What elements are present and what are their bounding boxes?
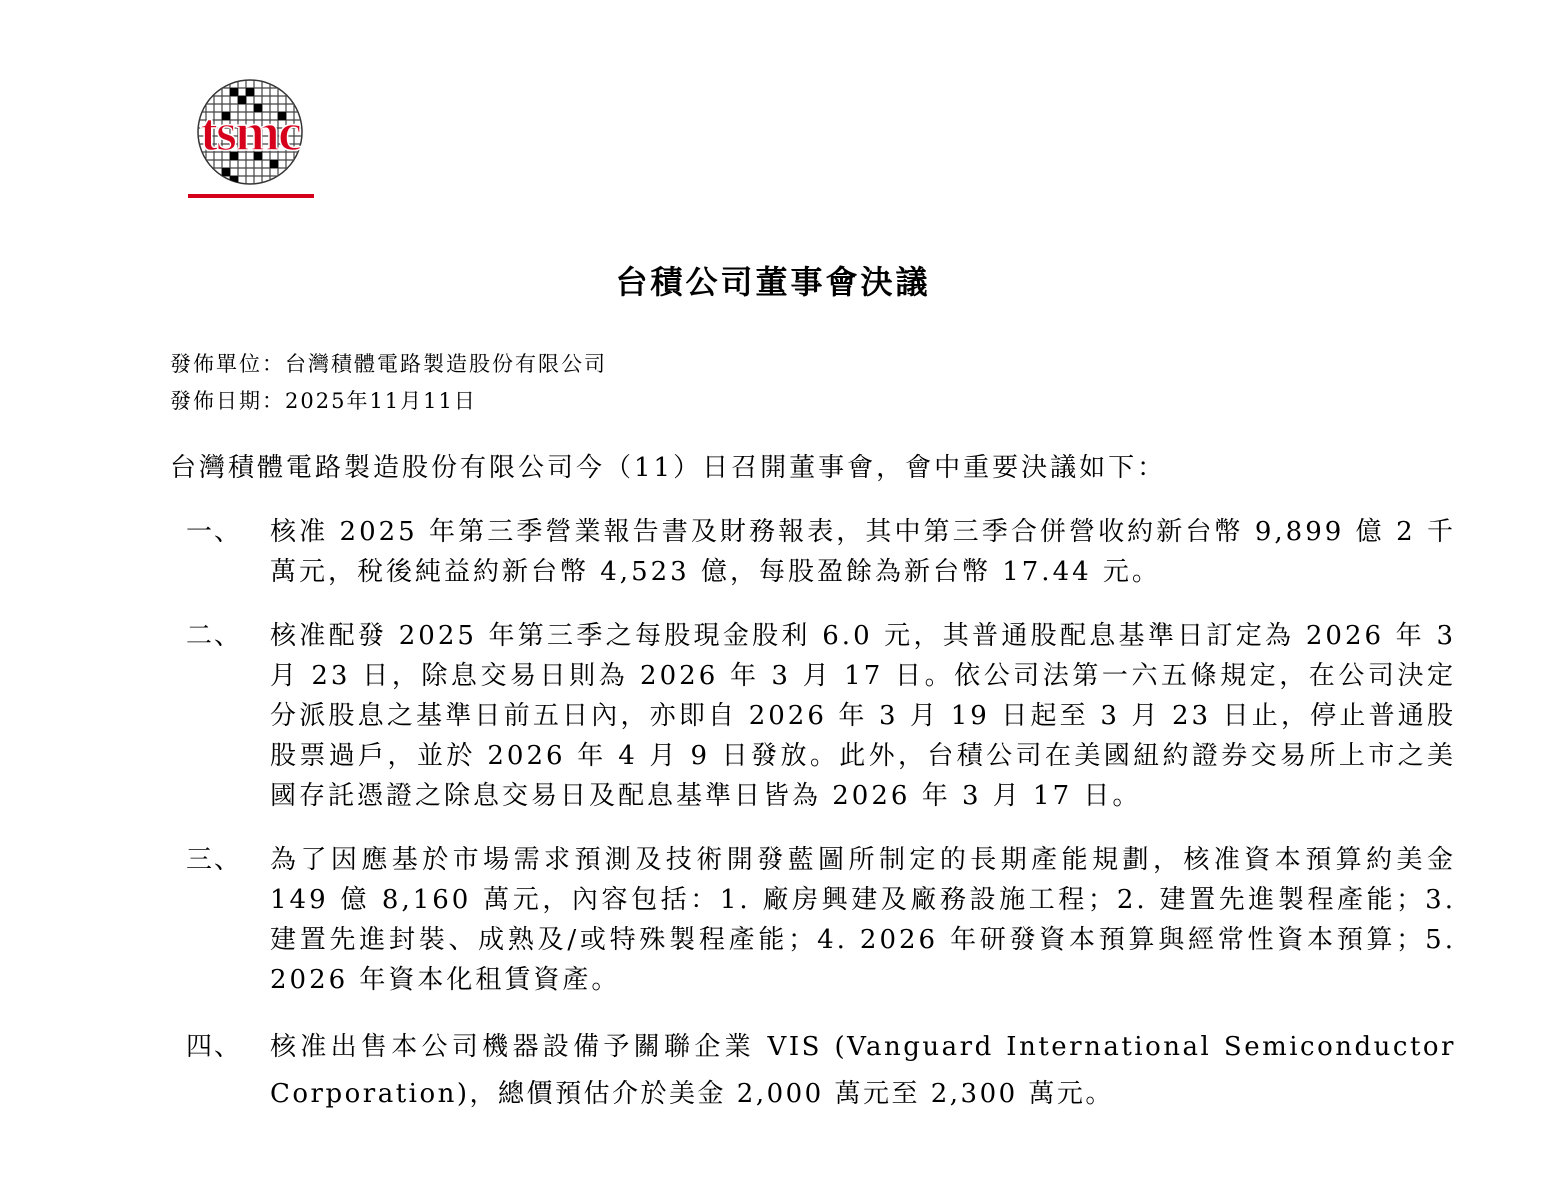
resolution-text: 為了因應基於市場需求預測及技術開發藍圖所制定的長期產能規劃，核准資本預算約美金 149 億 8,160 萬元，內容包括：1. 廠房興建及廠務設施工程；2. 建置先進製程產能；3. 建置先進封裝、成熟及/或特殊製程產能；4. 2026 年研發資本預算與經常性資本預算；5. 2026 年資本化租賃資產。 [270,845,1456,995]
issuer-label: 發佈單位： [170,352,285,376]
resolution-text: 核准出售本公司機器設備予關聯企業 VIS (Vanguard International Semiconductor Corporation)，總價預估介於美金 2,000 萬元至 2,300 萬元。 [270,1032,1456,1109]
logo-underline [188,194,314,198]
resolution-item [186,840,1456,1000]
date-line [170,386,477,416]
tsmc-logo-wordmark: tsmc [200,102,300,162]
resolution-item [186,616,1456,816]
date-value: 2025年11月11日 [285,389,477,413]
resolution-text: 核准 2025 年第三季營業報告書及財務報表，其中第三季合併營收約新台幣 9,899 億 2 千萬元，稅後純益約新台幣 4,523 億，每股盈餘為新台幣 17.44 元。 [270,517,1456,587]
resolution-number: 一、 [186,517,243,547]
document-title: 台積公司董事會決議 [615,263,931,301]
resolution-item [186,512,1456,592]
resolution-item [186,1024,1456,1118]
date-label: 發佈日期： [170,389,285,413]
issuer-value: 台灣積體電路製造股份有限公司 [285,352,607,376]
resolution-text: 核准配發 2025 年第三季之每股現金股利 6.0 元，其普通股配息基準日訂定為 2026 年 3 月 23 日，除息交易日則為 2026 年 3 月 17 日。依公司法第一六五條規定，在公司決定分派股息之基準日前五日內，亦即自 2026 年 3 月 19 日起至 3 月 23 日止，停止普通股股票過戶，並於 2026 年 4 月 9 日發放。此外，台積公司在美國紐約證券交易所上市之美國存託憑證之除息交易日及配息基準日皆為 2026 年 3 月 17 日。 [270,621,1456,811]
resolution-number: 二、 [186,621,243,651]
resolution-list [186,512,1456,1142]
resolution-number: 四、 [186,1032,243,1062]
intro-paragraph: 台灣積體電路製造股份有限公司今（11）日召開董事會，會中重要決議如下： [170,453,1167,483]
issuer-line [170,349,607,379]
resolution-number: 三、 [186,845,243,875]
tsmc-logo [170,78,330,202]
